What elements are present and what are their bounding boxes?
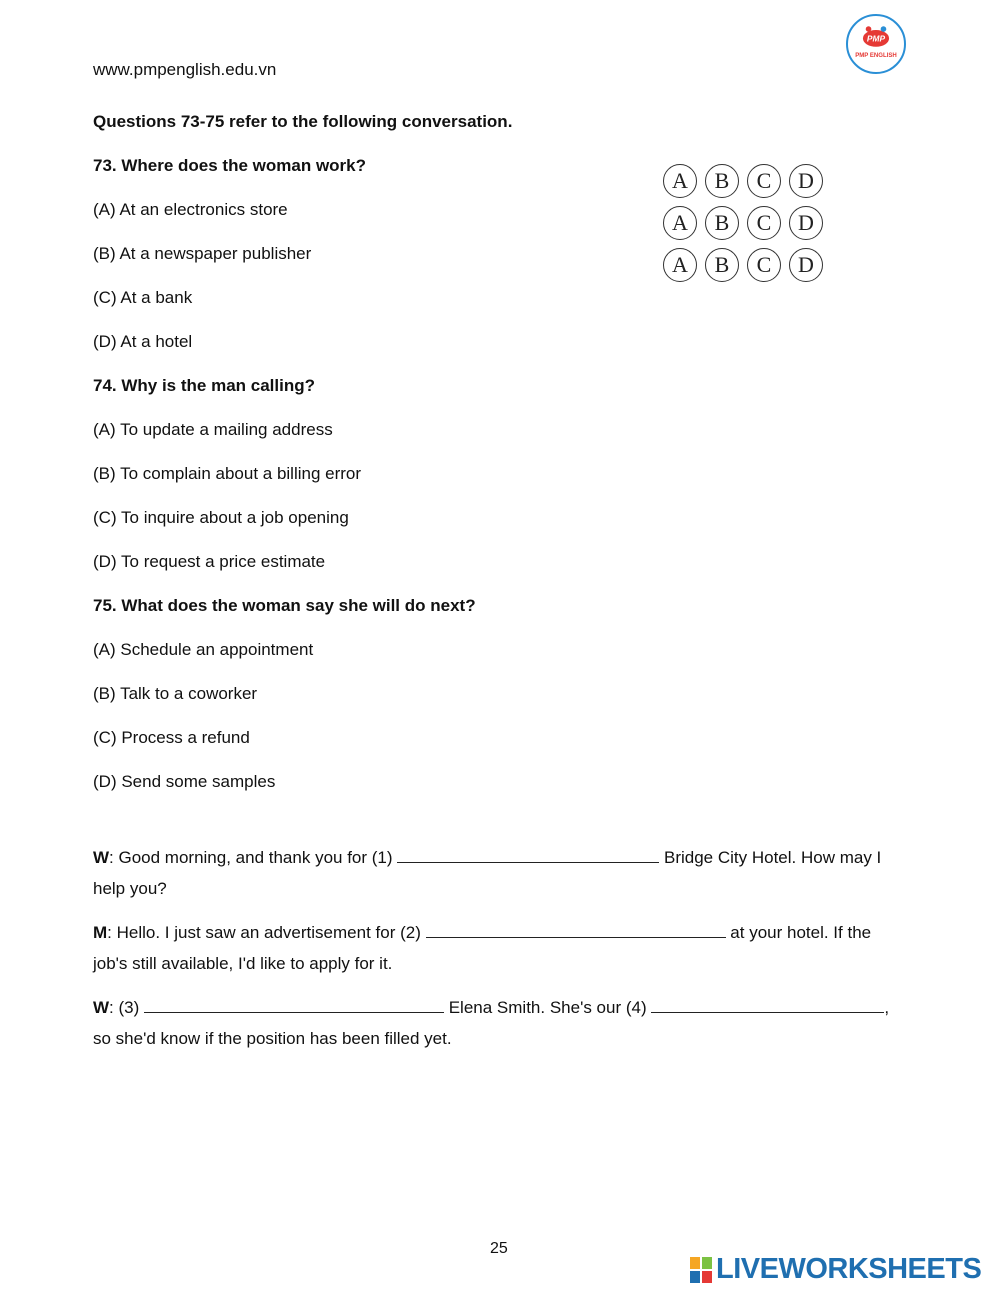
dialogue-text: : (3) bbox=[109, 998, 144, 1017]
dialogue-text: Bridge City Hotel. How may I help you? bbox=[93, 848, 882, 898]
dialogue-text: : Good morning, and thank you for (1) bbox=[109, 848, 398, 867]
bubble-74-d[interactable]: D bbox=[789, 206, 823, 240]
bubble-75-b[interactable]: B bbox=[705, 248, 739, 282]
q75-option-a: (A) Schedule an appointment bbox=[93, 640, 314, 659]
blank-4[interactable] bbox=[651, 994, 884, 1013]
logo-brand-text: PMP ENGLISH bbox=[855, 53, 897, 60]
dialogue-text: : Hello. I just saw an advertisement for (2) bbox=[107, 923, 426, 942]
q73-option-c: (C) At a bank bbox=[93, 288, 193, 307]
liveworksheets-logo bbox=[690, 1253, 981, 1286]
answer-row-75 bbox=[663, 248, 833, 284]
answer-bubble-grid bbox=[663, 164, 833, 290]
q75-option-b: (B) Talk to a coworker bbox=[93, 684, 258, 703]
bubble-74-c[interactable]: C bbox=[747, 206, 781, 240]
bubble-75-d[interactable]: D bbox=[789, 248, 823, 282]
liveworksheets-icon bbox=[690, 1257, 712, 1283]
bubble-74-b[interactable]: B bbox=[705, 206, 739, 240]
dialogue-text: Elena Smith. She's our (4) bbox=[444, 998, 652, 1017]
q73-option-d: (D) At a hotel bbox=[93, 332, 193, 351]
logo-mark-text: PMP bbox=[866, 33, 886, 44]
blank-3[interactable] bbox=[144, 994, 444, 1013]
q74-option-b: (B) To complain about a billing error bbox=[93, 464, 362, 483]
liveworksheets-brand: LIVEWORKSHEETS bbox=[716, 1253, 982, 1285]
dialogue-line-3 bbox=[93, 992, 903, 1054]
dialogue-line-1 bbox=[93, 842, 903, 904]
bubble-75-a[interactable]: A bbox=[663, 248, 697, 282]
speaker-label: W bbox=[93, 848, 110, 867]
bubble-74-a[interactable]: A bbox=[663, 206, 697, 240]
pmp-logo bbox=[846, 14, 906, 74]
q74-option-d: (D) To request a price estimate bbox=[93, 552, 326, 571]
speaker-label: M bbox=[93, 923, 108, 942]
page-number: 25 bbox=[490, 1240, 508, 1257]
dialogue-text: at your hotel. If the job's still available, I'd like to apply for it. bbox=[93, 923, 872, 973]
bubble-75-c[interactable]: C bbox=[747, 248, 781, 282]
question-73-prompt: 73. Where does the woman work? bbox=[93, 156, 367, 175]
q75-option-c: (C) Process a refund bbox=[93, 728, 250, 747]
q73-option-b: (B) At a newspaper publisher bbox=[93, 244, 312, 263]
question-74-prompt: 74. Why is the man calling? bbox=[93, 376, 315, 395]
bubble-73-c[interactable]: C bbox=[747, 164, 781, 198]
question-75-prompt: 75. What does the woman say she will do next? bbox=[93, 596, 476, 615]
speaker-label: W bbox=[93, 998, 110, 1017]
bubble-73-a[interactable]: A bbox=[663, 164, 697, 198]
q74-option-a: (A) To update a mailing address bbox=[93, 420, 333, 439]
dialogue-text: , so she'd know if the position has been filled yet. bbox=[93, 998, 890, 1048]
q74-option-c: (C) To inquire about a job opening bbox=[93, 508, 349, 527]
bubble-73-b[interactable]: B bbox=[705, 164, 739, 198]
header-url: www.pmpenglish.edu.vn bbox=[93, 60, 277, 79]
logo-graphic bbox=[848, 16, 904, 72]
q73-option-a: (A) At an electronics store bbox=[93, 200, 288, 219]
q75-option-d: (D) Send some samples bbox=[93, 772, 276, 791]
answer-row-73 bbox=[663, 164, 833, 200]
section-heading: Questions 73-75 refer to the following conversation. bbox=[93, 112, 513, 131]
blank-2[interactable] bbox=[426, 919, 726, 938]
blank-1[interactable] bbox=[397, 844, 659, 863]
bubble-73-d[interactable]: D bbox=[789, 164, 823, 198]
dialogue-line-2 bbox=[93, 917, 903, 979]
answer-row-74 bbox=[663, 206, 833, 242]
